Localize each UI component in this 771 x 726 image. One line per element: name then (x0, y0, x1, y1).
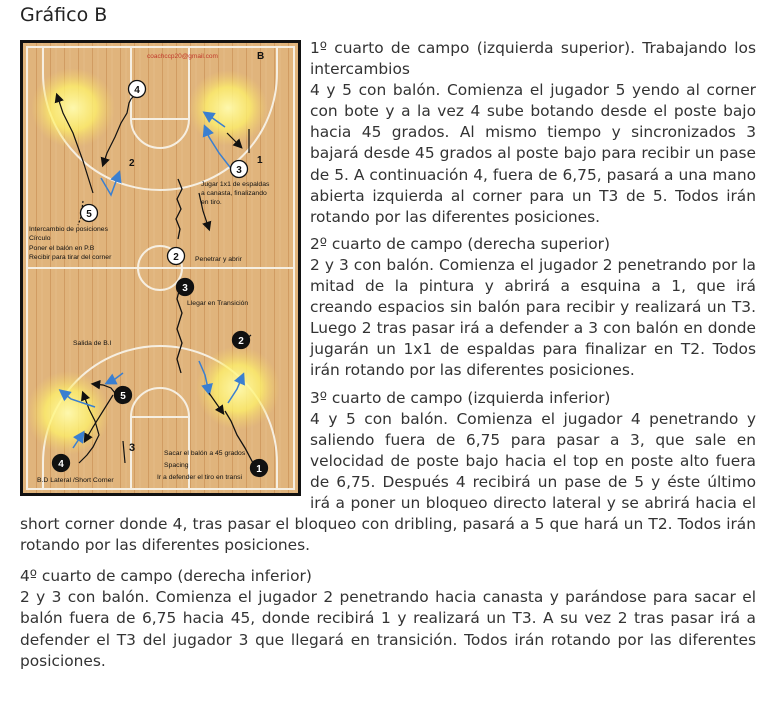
svg-text:Spacing: Spacing (164, 462, 189, 469)
section-1-title: 1º cuarto de campo (izquierda superior). Trabajando los intercambios (310, 39, 756, 79)
label-penetrar: Penetrar y abrir (195, 256, 242, 263)
svg-text:2: 2 (238, 336, 244, 347)
section-2-body: 2 y 3 con balón. Comienza el jugador 2 penetrando por la mitad de la pintura y abrirá a esquina a 1, que irá creando espacios sin balón para recibir y realizará un T3. Luego 2 tras pasar irá a defender a 3 con balón en donde jugarán un 1x1 de espaldas para finalizar en T2. Todos irán rotando por las diferentes posiciones. (310, 255, 756, 380)
svg-text:3: 3 (236, 165, 242, 176)
section-4-title: 4º cuarto de campo (derecha inferior) (20, 567, 312, 586)
number-3-bottom: 3 (129, 442, 136, 454)
svg-text:en tiro.: en tiro. (201, 199, 222, 206)
svg-text:a canasta, finalizando: a canasta, finalizando (201, 190, 267, 197)
coach-email: coachccp20@gmail.com (147, 53, 218, 60)
corner-letter: B (257, 51, 265, 62)
svg-text:Círculo: Círculo (29, 235, 51, 242)
section-1-body: 4 y 5 con balón. Comienza el jugador 5 yendo al corner con bote y a la vez 4 sube botando desde el poste bajo hacia 45 grados. Al mismo tiempo y sincronizados 3 bajará desde 45 grados al poste bajo para recibir un pase de 5. A continuación 4, fuera de 6,75, pasará a una mano abierta izquierda al corner para un T3 de 5. Todos irán rotando por las diferentes posiciones. (310, 81, 756, 226)
svg-text:5: 5 (120, 391, 126, 402)
svg-text:Ir a defender el tiro en trans: Ir a defender el tiro en transi (157, 474, 243, 481)
page-title: Gráfico B (20, 4, 108, 26)
svg-text:2: 2 (173, 252, 179, 263)
article-body (20, 38, 756, 678)
svg-text:4: 4 (58, 459, 64, 470)
svg-text:4: 4 (134, 85, 140, 96)
section-2-title: 2º cuarto de campo (derecha superior) (310, 234, 610, 253)
section-3-title: 3º cuarto de campo (izquierda inferior) (310, 388, 611, 407)
svg-text:Intercambio de posiciones: Intercambio de posiciones (29, 226, 108, 233)
label-salida: Salida de B.I (73, 340, 112, 347)
number-2-top: 2 (129, 158, 135, 169)
svg-text:1: 1 (256, 464, 262, 475)
number-1-top: 1 (257, 155, 263, 166)
label-llegar: Llegar en Transición (187, 300, 249, 307)
svg-text:Recibir para tirar del corner: Recibir para tirar del corner (29, 254, 112, 261)
label-bd-lateral: B.D Lateral /Short Corner (37, 477, 114, 484)
svg-text:3: 3 (182, 283, 188, 294)
svg-text:5: 5 (86, 209, 92, 220)
section-3-body: 4 y 5 con balón. Comienza el jugador 4 penetrando y saliendo fuera de 6,75 para pasar a 3, que sale en velocidad de poste bajo hacia el top en poste alto fuera de 6,75. Después 4 recibirá un pase de 5 y éste último irá a poner un bloqueo directo lateral y se abrirá hacia el short corner donde 4, tras pasar el bloqueo con dribling, pasará a 5 que hará un T2. Todos irán rotando por las diferentes posiciones. (20, 409, 756, 555)
svg-text:Sacar el balón a 45 grados: Sacar el balón a 45 grados (164, 450, 246, 457)
svg-text:Jugar 1x1 de espaldas: Jugar 1x1 de espaldas (201, 181, 270, 188)
section-4-body: 2 y 3 con balón. Comienza el jugador 2 penetrando hacia canasta y parándose para sacar el balón fuera de 6,75 hacia 45, donde recibirá 1 y realizará un T3. A su vez 2 tras pasar irá a defender el T3 del jugador 3 que llegará en transición. Todos irán rotando por las diferentes posiciones. (20, 588, 756, 670)
svg-text:Poner el balón en P.B: Poner el balón en P.B (29, 245, 95, 252)
